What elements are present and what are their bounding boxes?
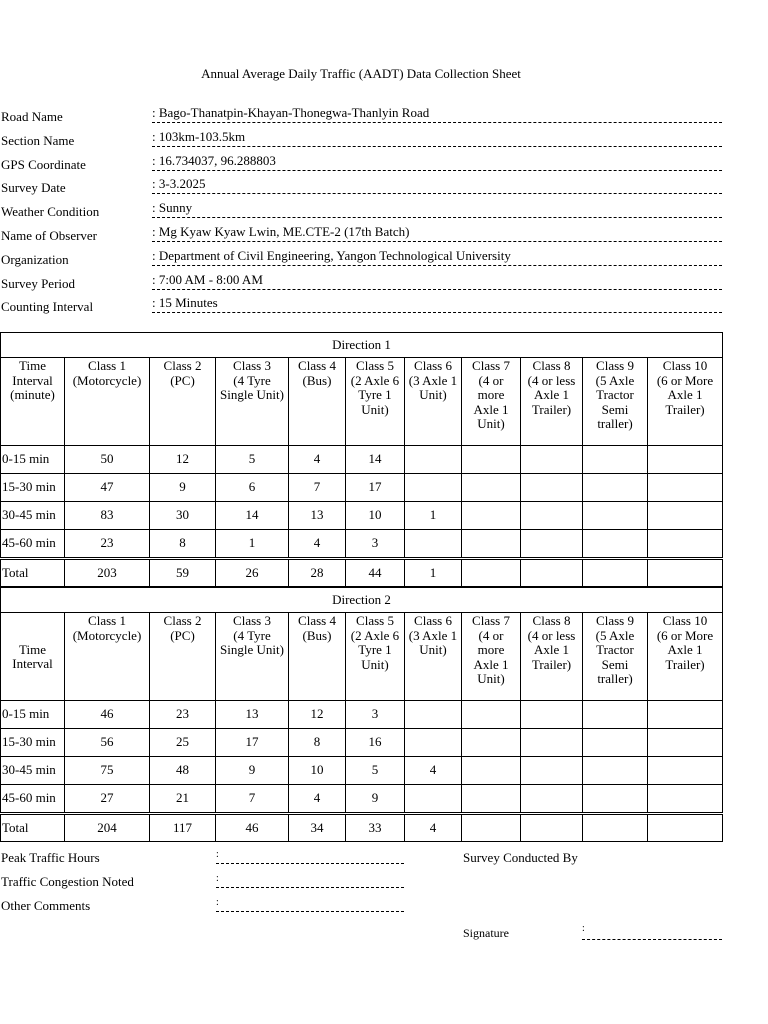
class-1-header bbox=[65, 358, 150, 446]
count-cell[interactable] bbox=[583, 474, 648, 502]
info-value[interactable]: : Department of Civil Engineering, Yangon Technological University bbox=[152, 248, 722, 266]
count-cell[interactable]: 12 bbox=[150, 446, 216, 474]
total-cell: 33 bbox=[346, 814, 405, 842]
count-cell[interactable]: 25 bbox=[150, 729, 216, 757]
class-header-line: Unit) bbox=[477, 671, 505, 686]
class-7-header bbox=[462, 613, 521, 701]
count-cell[interactable]: 3 bbox=[346, 530, 405, 559]
count-cell[interactable] bbox=[648, 729, 723, 757]
class-header-line: Class 7 bbox=[472, 358, 510, 373]
class-6-header bbox=[405, 613, 462, 701]
info-label: Counting Interval bbox=[1, 299, 94, 315]
class-header-line: Axle 1 bbox=[667, 642, 703, 657]
class-header-line: Class 9 bbox=[596, 613, 634, 628]
info-value[interactable]: : 3-3.2025 bbox=[152, 176, 722, 194]
class-5-header bbox=[346, 613, 405, 701]
count-cell[interactable]: 4 bbox=[289, 446, 346, 474]
count-cell[interactable]: 9 bbox=[346, 785, 405, 814]
count-cell[interactable]: 17 bbox=[346, 474, 405, 502]
count-cell[interactable]: 9 bbox=[150, 474, 216, 502]
count-cell[interactable] bbox=[583, 757, 648, 785]
direction-2-table bbox=[0, 587, 723, 842]
class-header-line: Tyre 1 bbox=[358, 387, 392, 402]
total-cell: 28 bbox=[289, 559, 346, 587]
class-header-line: Axle 1 bbox=[667, 387, 703, 402]
count-cell[interactable]: 56 bbox=[65, 729, 150, 757]
time-interval-header bbox=[1, 613, 65, 701]
class-4-header bbox=[289, 613, 346, 701]
count-cell[interactable]: 48 bbox=[150, 757, 216, 785]
class-9-header bbox=[583, 613, 648, 701]
class-1-header bbox=[65, 613, 150, 701]
footer-label: Other Comments bbox=[1, 898, 91, 913]
info-label: GPS Coordinate bbox=[1, 156, 86, 172]
count-cell[interactable]: 4 bbox=[289, 785, 346, 814]
class-6-header bbox=[405, 358, 462, 446]
total-cell bbox=[521, 814, 583, 842]
table-row bbox=[1, 729, 723, 757]
class-header-line: Tractor bbox=[596, 642, 634, 657]
class-7-header bbox=[462, 358, 521, 446]
class-header-line: Class 2 bbox=[163, 613, 202, 628]
class-9-header bbox=[583, 358, 648, 446]
count-cell[interactable]: 27 bbox=[65, 785, 150, 814]
direction-title-row bbox=[1, 588, 723, 613]
count-cell[interactable] bbox=[648, 785, 723, 814]
count-cell[interactable] bbox=[462, 701, 521, 729]
total-cell: 34 bbox=[289, 814, 346, 842]
time-interval-cell: 15-30 min bbox=[1, 474, 65, 502]
class-header-line: Axle 1 bbox=[533, 387, 570, 402]
class-header-line: Unit) bbox=[361, 401, 389, 417]
count-cell[interactable] bbox=[462, 502, 521, 530]
count-cell[interactable] bbox=[405, 785, 462, 814]
class-header-line: Class 3 bbox=[233, 358, 271, 373]
count-cell[interactable]: 12 bbox=[289, 701, 346, 729]
count-cell[interactable] bbox=[405, 446, 462, 474]
count-cell[interactable] bbox=[648, 530, 723, 559]
info-label: Weather Condition bbox=[1, 204, 100, 220]
total-cell bbox=[462, 814, 521, 842]
info-value[interactable]: : Sunny bbox=[152, 200, 722, 218]
count-cell[interactable]: 46 bbox=[65, 701, 150, 729]
table-row bbox=[1, 701, 723, 729]
count-cell[interactable]: 5 bbox=[216, 446, 289, 474]
direction-title: Direction 2 bbox=[1, 588, 723, 613]
table-row bbox=[1, 530, 723, 559]
class-header-line: Tractor bbox=[596, 387, 634, 402]
class-header-line: more bbox=[477, 642, 505, 657]
class-header-line: Class 1 bbox=[88, 358, 126, 373]
count-cell[interactable]: 7 bbox=[289, 474, 346, 502]
class-header-line: (Motorcycle) bbox=[72, 627, 142, 643]
class-header-line: Unit) bbox=[419, 642, 447, 657]
count-cell[interactable]: 23 bbox=[65, 530, 150, 559]
time-interval-cell: 0-15 min bbox=[1, 701, 65, 729]
info-value[interactable]: : 103km-103.5km bbox=[152, 129, 722, 147]
signature-label: Signature bbox=[463, 926, 509, 940]
class-header-line: (2 Axle 6 bbox=[350, 627, 400, 643]
class-header-line: Tyre 1 bbox=[358, 642, 392, 657]
class-header-line: Class 8 bbox=[532, 613, 571, 628]
count-cell[interactable]: 23 bbox=[150, 701, 216, 729]
total-cell: 44 bbox=[346, 559, 405, 587]
time-interval-cell: 45-60 min bbox=[1, 530, 65, 559]
class-header-line: Trailer) bbox=[665, 656, 705, 672]
info-value[interactable]: : Bago-Thanatpin-Khayan-Thonegwa-Thanlyin Road bbox=[152, 105, 722, 123]
class-2-header bbox=[150, 613, 216, 701]
total-cell bbox=[462, 559, 521, 587]
info-value[interactable]: : 7:00 AM - 8:00 AM bbox=[152, 272, 722, 290]
count-cell[interactable]: 83 bbox=[65, 502, 150, 530]
time-header-line: Time bbox=[19, 358, 46, 373]
count-cell[interactable] bbox=[462, 785, 521, 814]
class-header-line: (4 Tyre bbox=[233, 372, 271, 388]
count-cell[interactable]: 14 bbox=[346, 446, 405, 474]
class-header-line: (3 Axle 1 bbox=[408, 372, 458, 388]
count-cell[interactable] bbox=[521, 701, 583, 729]
class-header-line: Trailer) bbox=[665, 401, 705, 417]
footer-field[interactable]: : bbox=[216, 874, 404, 888]
count-cell[interactable]: 21 bbox=[150, 785, 216, 814]
total-cell: 1 bbox=[405, 559, 462, 587]
class-header-line: (PC) bbox=[170, 627, 195, 643]
class-header-line: traller) bbox=[597, 416, 633, 431]
total-label: Total bbox=[1, 814, 65, 842]
class-8-header bbox=[521, 613, 583, 701]
class-header-line: Class 5 bbox=[356, 358, 394, 373]
class-header-line: Class 6 bbox=[414, 613, 452, 628]
class-header-line: (5 Axle bbox=[595, 627, 635, 643]
class-header-line: Class 5 bbox=[356, 613, 394, 628]
class-3-header bbox=[216, 358, 289, 446]
total-cell bbox=[648, 559, 723, 587]
count-cell[interactable]: 7 bbox=[216, 785, 289, 814]
class-header-line: Class 4 bbox=[298, 358, 336, 373]
time-header-line: (minute) bbox=[10, 387, 55, 402]
count-cell[interactable] bbox=[405, 729, 462, 757]
count-cell[interactable]: 5 bbox=[346, 757, 405, 785]
total-cell bbox=[583, 814, 648, 842]
footer-label: Peak Traffic Hours bbox=[1, 850, 100, 865]
class-header-line: Class 10 bbox=[662, 613, 708, 628]
total-cell: 46 bbox=[216, 814, 289, 842]
count-cell[interactable] bbox=[521, 474, 583, 502]
time-interval-cell: 30-45 min bbox=[1, 757, 65, 785]
class-header-line: (2 Axle 6 bbox=[350, 372, 400, 388]
class-header-line: Trailer) bbox=[531, 401, 572, 417]
count-cell[interactable]: 50 bbox=[65, 446, 150, 474]
class-header-line: traller) bbox=[597, 671, 633, 686]
class-header-line: Class 1 bbox=[88, 613, 126, 628]
count-cell[interactable]: 30 bbox=[150, 502, 216, 530]
count-cell[interactable] bbox=[462, 446, 521, 474]
total-cell: 4 bbox=[405, 814, 462, 842]
survey-conducted-by-label: Survey Conducted By bbox=[463, 850, 578, 865]
class-header-line: Single Unit) bbox=[220, 387, 284, 402]
time-header-line: Interval bbox=[12, 372, 53, 388]
class-header-line: (PC) bbox=[170, 372, 195, 388]
class-header-line: (4 or less bbox=[527, 627, 576, 643]
class-header-line: Class 2 bbox=[163, 358, 202, 373]
time-interval-header bbox=[1, 358, 65, 446]
class-8-header bbox=[521, 358, 583, 446]
info-label: Survey Period bbox=[1, 275, 76, 291]
class-10-header bbox=[648, 358, 723, 446]
footer-field[interactable]: : bbox=[216, 850, 404, 864]
class-header-line: Class 3 bbox=[233, 613, 271, 628]
class-header-line: (6 or More bbox=[656, 627, 714, 643]
info-label: Organization bbox=[1, 251, 69, 267]
info-value[interactable]: : Mg Kyaw Kyaw Lwin, ME.CTE-2 (17th Batch) bbox=[152, 224, 722, 242]
class-10-header bbox=[648, 613, 723, 701]
count-cell[interactable] bbox=[462, 530, 521, 559]
count-cell[interactable] bbox=[648, 701, 723, 729]
total-cell bbox=[521, 559, 583, 587]
class-5-header bbox=[346, 358, 405, 446]
count-cell[interactable]: 17 bbox=[216, 729, 289, 757]
table-row bbox=[1, 446, 723, 474]
class-header-line: Class 10 bbox=[662, 358, 708, 373]
class-header-line: Class 6 bbox=[414, 358, 452, 373]
count-cell[interactable] bbox=[648, 474, 723, 502]
class-3-header bbox=[216, 613, 289, 701]
class-header-line: Unit) bbox=[419, 387, 447, 402]
total-cell: 203 bbox=[65, 559, 150, 587]
count-cell[interactable]: 4 bbox=[289, 530, 346, 559]
class-header-line: Single Unit) bbox=[220, 642, 284, 657]
class-header-line: (3 Axle 1 bbox=[408, 627, 458, 643]
total-cell bbox=[648, 814, 723, 842]
total-cell: 117 bbox=[150, 814, 216, 842]
count-cell[interactable]: 9 bbox=[216, 757, 289, 785]
class-header-line: Unit) bbox=[361, 656, 389, 672]
count-cell[interactable] bbox=[521, 729, 583, 757]
signature-field[interactable]: : bbox=[582, 924, 722, 940]
count-cell[interactable]: 8 bbox=[150, 530, 216, 559]
class-header-line: (4 or less bbox=[527, 372, 576, 388]
count-cell[interactable] bbox=[583, 701, 648, 729]
table-row bbox=[1, 474, 723, 502]
count-cell[interactable] bbox=[462, 474, 521, 502]
direction-title-row bbox=[1, 333, 723, 358]
class-header-line: Axle 1 bbox=[533, 642, 570, 657]
total-row bbox=[1, 814, 723, 842]
count-cell[interactable]: 1 bbox=[405, 502, 462, 530]
class-header-line: Class 7 bbox=[472, 613, 510, 628]
class-header-line: Semi bbox=[601, 401, 629, 417]
count-cell[interactable] bbox=[521, 530, 583, 559]
info-value[interactable]: : 15 Minutes bbox=[152, 295, 722, 313]
sheet-title: Annual Average Daily Traffic (AADT) Data Collection Sheet bbox=[201, 66, 521, 81]
count-cell[interactable] bbox=[583, 785, 648, 814]
count-cell[interactable]: 3 bbox=[346, 701, 405, 729]
total-label: Total bbox=[1, 559, 65, 587]
class-header-row bbox=[1, 613, 723, 701]
table-row bbox=[1, 757, 723, 785]
count-cell[interactable]: 75 bbox=[65, 757, 150, 785]
total-row bbox=[1, 559, 723, 587]
count-cell[interactable]: 13 bbox=[289, 502, 346, 530]
count-cell[interactable] bbox=[521, 785, 583, 814]
class-header-line: Unit) bbox=[477, 416, 505, 431]
count-cell[interactable] bbox=[583, 502, 648, 530]
count-cell[interactable]: 14 bbox=[216, 502, 289, 530]
time-header-line: Interval bbox=[12, 656, 53, 671]
count-cell[interactable] bbox=[583, 530, 648, 559]
class-header-line: (Bus) bbox=[302, 627, 332, 643]
class-header-line: Class 4 bbox=[298, 613, 336, 628]
time-header-line: Time bbox=[19, 641, 46, 657]
count-cell[interactable] bbox=[405, 474, 462, 502]
count-cell[interactable] bbox=[462, 757, 521, 785]
total-cell: 204 bbox=[65, 814, 150, 842]
count-cell[interactable]: 8 bbox=[289, 729, 346, 757]
count-cell[interactable] bbox=[462, 729, 521, 757]
time-interval-cell: 45-60 min bbox=[1, 785, 65, 814]
time-interval-cell: 30-45 min bbox=[1, 502, 65, 530]
info-label: Name of Observer bbox=[1, 228, 98, 243]
count-cell[interactable] bbox=[583, 446, 648, 474]
class-header-line: more bbox=[477, 387, 505, 402]
count-cell[interactable] bbox=[521, 502, 583, 530]
footer-label: Traffic Congestion Noted bbox=[1, 874, 134, 889]
count-cell[interactable] bbox=[648, 502, 723, 530]
table-row bbox=[1, 785, 723, 814]
count-cell[interactable]: 4 bbox=[405, 757, 462, 785]
count-cell[interactable] bbox=[648, 757, 723, 785]
class-header-line: Axle 1 bbox=[473, 656, 509, 672]
class-header-line: (5 Axle bbox=[595, 372, 635, 388]
total-cell: 26 bbox=[216, 559, 289, 587]
class-header-line: Trailer) bbox=[531, 656, 572, 672]
class-header-row bbox=[1, 358, 723, 446]
class-4-header bbox=[289, 358, 346, 446]
table-row bbox=[1, 502, 723, 530]
time-interval-cell: 0-15 min bbox=[1, 446, 65, 474]
class-header-line: (4 or bbox=[478, 627, 504, 643]
total-cell: 59 bbox=[150, 559, 216, 587]
class-header-line: (Bus) bbox=[302, 372, 332, 388]
count-cell[interactable] bbox=[521, 446, 583, 474]
count-cell[interactable] bbox=[405, 701, 462, 729]
count-cell[interactable] bbox=[583, 729, 648, 757]
info-value[interactable]: : 16.734037, 96.288803 bbox=[152, 153, 722, 171]
count-cell[interactable]: 10 bbox=[289, 757, 346, 785]
footer-field[interactable]: : bbox=[216, 898, 404, 912]
count-cell[interactable]: 10 bbox=[346, 502, 405, 530]
class-header-line: (4 Tyre bbox=[233, 627, 271, 643]
info-label: Road Name bbox=[1, 109, 63, 124]
class-header-line: Semi bbox=[601, 656, 629, 672]
class-header-line: (6 or More bbox=[656, 372, 714, 388]
info-label: Section Name bbox=[1, 132, 75, 148]
count-cell[interactable] bbox=[648, 446, 723, 474]
class-header-line: (4 or bbox=[478, 372, 504, 388]
class-header-line: (Motorcycle) bbox=[72, 372, 142, 388]
count-cell[interactable] bbox=[405, 530, 462, 559]
count-cell[interactable]: 47 bbox=[65, 474, 150, 502]
total-cell bbox=[583, 559, 648, 587]
class-2-header bbox=[150, 358, 216, 446]
info-label: Survey Date bbox=[1, 180, 66, 196]
count-cell[interactable]: 6 bbox=[216, 474, 289, 502]
time-interval-cell: 15-30 min bbox=[1, 729, 65, 757]
count-cell[interactable]: 1 bbox=[216, 530, 289, 559]
class-header-line: Class 8 bbox=[532, 358, 571, 373]
class-header-line: Class 9 bbox=[596, 358, 634, 373]
count-cell[interactable]: 13 bbox=[216, 701, 289, 729]
direction-1-table bbox=[0, 332, 723, 587]
count-cell[interactable] bbox=[521, 757, 583, 785]
class-header-line: Axle 1 bbox=[473, 401, 509, 417]
count-cell[interactable]: 16 bbox=[346, 729, 405, 757]
direction-title: Direction 1 bbox=[1, 333, 723, 358]
